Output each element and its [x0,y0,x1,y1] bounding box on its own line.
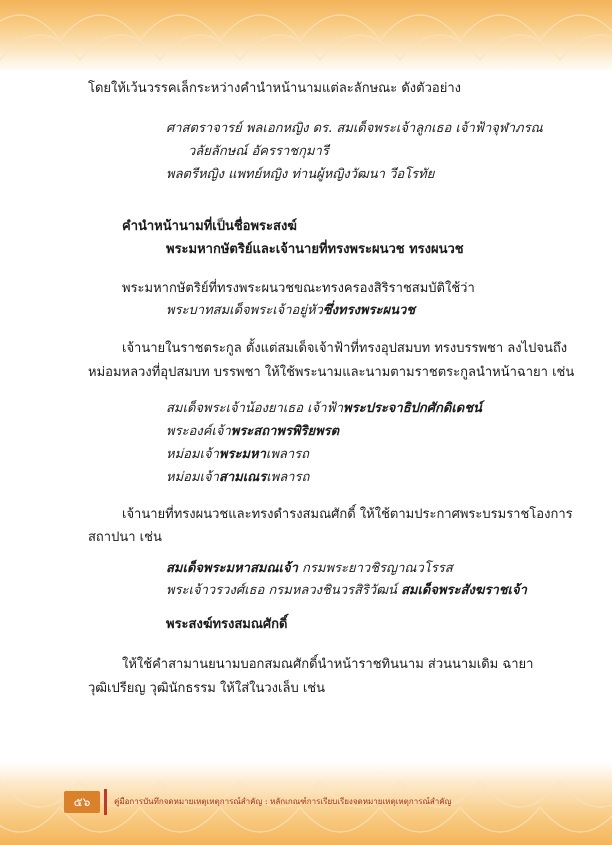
para3-line2: สถาปนา เช่น [88,530,162,545]
example2-item [166,469,309,487]
example2-item-bold: พระมหา [218,447,266,462]
para3-line1: เจ้านายที่ทรงผนวชและทรงดำรงสมณศักดิ์ ให้ใช้ตามประกาศพระบรมราชโองการ [122,507,573,522]
header-decoration [0,0,612,72]
example1-line2: วลัยลักษณ์ อัครราชกุมารี [188,144,329,159]
example2-item-bold: พระประจาธิปกศักดิเดชน์ [343,401,482,416]
para2-line2: หม่อมหลวงที่อุปสมบท บรรพชา ให้ใช้พระนามและนามตามราชตระกูลนำหน้าฉายา เช่น [88,365,575,380]
example2-item-tail: เพลารถ [265,447,310,462]
example2-item-plain: หม่อมเจ้า [166,447,219,462]
section1-example-bold: ซึ่งทรงพระผนวช [322,303,416,318]
example2-item-plain: หม่อมเจ้า [166,470,219,485]
example2-item-plain: สมเด็จพระเจ้าน้องยาเธอ เจ้าฟ้า [166,401,344,416]
example3-line1-plain: กรมพระยาวชิรญาณวโรรส [297,561,453,576]
example1-line1: ศาสตราจารย์ พลเอกหญิง ดร. สมเด็จพระเจ้าลูกเธอ เจ้าฟ้าจุฬาภรณ [166,121,543,136]
example3-line2 [166,582,527,600]
example3-line2-bold: สมเด็จพระสังฆราชเจ้า [400,583,527,598]
example2-item [166,446,309,464]
example2-item [166,423,339,441]
example3-line1-bold: สมเด็จพระมหาสมณเจ้า [166,561,298,576]
footer-divider [104,789,107,815]
para2-line1: เจ้านายในราชตระกูล ตั้งแต่สมเด็จเจ้าฟ้าที่ทรงอุปสมบท ทรงบรรพชา ลงไปจนถึง [122,341,568,356]
section1-example [166,302,415,320]
example1-line3: พลตรีหญิง แพทย์หญิง ท่านผู้หญิงวัฒนา วีอโรทัย [166,167,435,182]
intro-text: โดยให้เว้นวรรคเล็กระหว่างคำนำหน้านามแต่ละลักษณะ ดังตัวอย่าง [88,81,461,96]
example3-line1 [166,560,453,578]
example2-item [166,400,482,418]
section1-subheading: พระมหากษัตริย์และเจ้านายที่ทรงพระผนวช ทรงผนวช [166,242,464,257]
example2-item-tail: เพลารถ [266,470,310,485]
example2-item-plain: พระองค์เจ้า [166,424,231,439]
example3-line2-plain: พระเจ้าวรวงศ์เธอ กรมหลวงชินวรสิริวัฒน์ [166,583,401,598]
footer-title: คู่มือการบันทึกจดหมายเหตุเหตุการณ์สำคัญ : หลักเกณฑ์การเรียบเรียงจดหมายเหตุเหตุการณ์สำคัญ [114,797,452,806]
section1-example-plain: พระบาทสมเด็จพระเจ้าอยู่หัว [166,303,323,318]
page-number: ๕๖ [64,791,100,813]
section2-subheading: พระสงฆ์ทรงสมณศักดิ์ [166,617,288,632]
para4-line1: ให้ใช้คำสามานยนามบอกสมณศักดิ์นำหน้าราชทินนาม ส่วนนามเดิม ฉายา [122,657,534,672]
example2-item-bold: สามเณร [218,470,267,485]
example2-item-bold: พระสถาพรพิริยพรต [230,424,340,439]
para4-line2: วุฒิเปรียญ วุฒินักธรรม ให้ใส่ในวงเล็บ เช่น [88,681,325,696]
section1-paragraph: พระมหากษัตริย์ที่ทรงพระผนวชขณะทรงครองสิริราชสมบัติใช้ว่า [122,281,475,296]
header-pattern [0,0,612,72]
section1-heading: คำนำหน้านามที่เป็นชื่อพระสงฆ์ [122,219,297,234]
